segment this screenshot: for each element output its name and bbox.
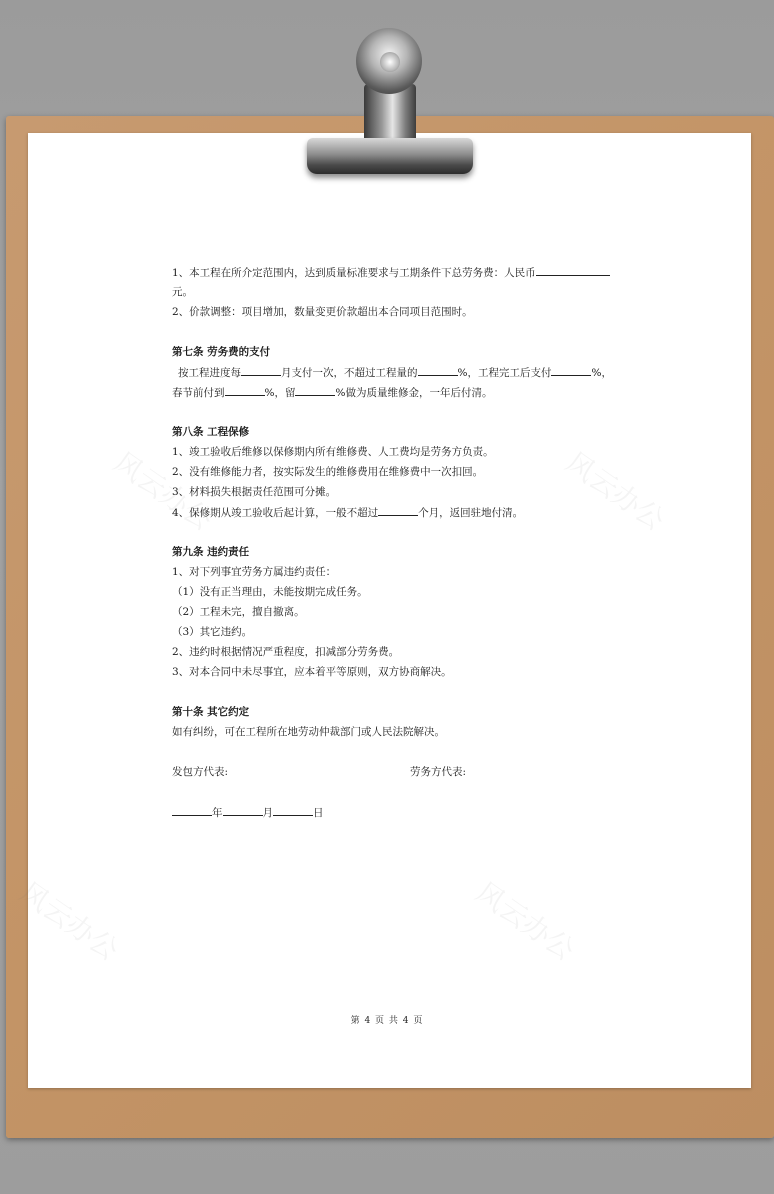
article-10-item-1: 如有纠纷，可在工程所在地劳动仲裁部门或人民法院解决。 bbox=[172, 726, 445, 738]
clip-hole bbox=[380, 52, 400, 72]
percent-blank bbox=[551, 365, 591, 376]
months-blank bbox=[378, 505, 418, 516]
payment-total-line: 1、本工程在所介定范围内，达到质量标准要求与工期条件下总劳务费：人民币 bbox=[172, 265, 610, 280]
article-9-sub-1: （1）没有正当理由，未能按期完成任务。 bbox=[172, 586, 368, 598]
article-10-title: 第十条 其它约定 bbox=[172, 706, 250, 718]
article-9-sub-3: （3）其它违约。 bbox=[172, 626, 253, 638]
article-8-item-3: 3、材料损失根据责任范围可分摊。 bbox=[172, 486, 337, 498]
payment-total-unit: 元。 bbox=[172, 286, 193, 298]
watermark: 风云办公 bbox=[13, 875, 125, 967]
article-7-line-1: 按工程进度每 月支付一次，不超过工程量的 %，工程完工后支付 %， bbox=[178, 367, 612, 379]
watermark: 风云办公 bbox=[469, 875, 581, 967]
article-9-item-1: 1、对下列事宜劳务方属违约责任： bbox=[172, 566, 337, 578]
article-8-item-2: 2、没有维修能力者，按实际发生的维修费用在维修费中一次扣回。 bbox=[172, 466, 484, 478]
percent-blank bbox=[225, 385, 265, 396]
article-8-item-4: 4、保修期从竣工验收后起计算，一般不超过 个月，返回驻地付清。 bbox=[172, 507, 524, 519]
article-9-item-2: 2、违约时根据情况严重程度，扣减部分劳务费。 bbox=[172, 646, 400, 658]
month-blank bbox=[223, 805, 263, 816]
article-9-item-3: 3、对本合同中未尽事宜，应本着平等原则，双方协商解决。 bbox=[172, 666, 452, 678]
percent-blank bbox=[295, 385, 335, 396]
year-blank bbox=[172, 805, 212, 816]
article-7-title: 第七条 劳务费的支付 bbox=[172, 346, 271, 358]
percent-blank bbox=[418, 365, 458, 376]
amount-blank bbox=[536, 265, 610, 276]
day-blank bbox=[273, 805, 313, 816]
article-7-line-2: 春节前付到 %，留 %做为质量维修金，一年后付清。 bbox=[172, 387, 493, 399]
article-9-sub-2: （2）工程未完，擅自撤离。 bbox=[172, 606, 305, 618]
watermark: 风云办公 bbox=[559, 445, 671, 537]
employer-signature-label: 发包方代表: bbox=[172, 766, 229, 778]
article-9-title: 第九条 违约责任 bbox=[172, 546, 250, 558]
labor-signature-label: 劳务方代表: bbox=[410, 766, 467, 778]
watermark: 风云办公 bbox=[107, 445, 219, 537]
binder-clip bbox=[307, 138, 473, 174]
article-8-title: 第八条 工程保修 bbox=[172, 426, 250, 438]
months-blank bbox=[241, 365, 281, 376]
page-number: 第 4 页 共 4 页 bbox=[350, 1016, 424, 1026]
article-8-item-1: 1、竣工验收后维修以保修期内所有维修费、人工费均是劳务方负责。 bbox=[172, 446, 494, 458]
signature-date: 年 月 日 bbox=[172, 805, 324, 820]
price-adjust-line: 2、价款调整：项目增加，数量变更价款超出本合同项目范围时。 bbox=[172, 306, 473, 318]
